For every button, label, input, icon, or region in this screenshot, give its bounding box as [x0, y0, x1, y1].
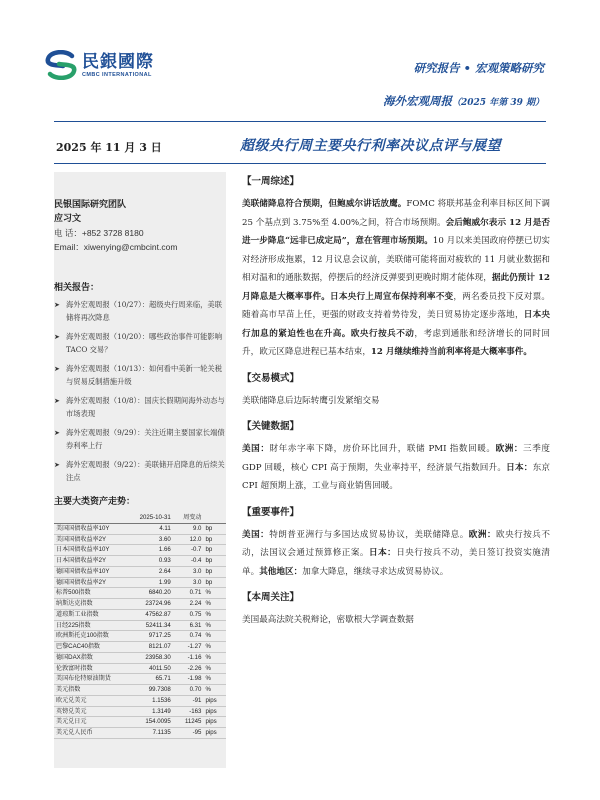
- section-title: 【重要事件】: [242, 506, 300, 518]
- asset-unit: bp: [203, 523, 226, 534]
- asset-unit: pips: [203, 728, 226, 739]
- key-events-paragraph: [242, 526, 550, 582]
- asset-unit: %: [203, 620, 226, 631]
- asset-unit: %: [203, 674, 226, 685]
- asset-name: 巴黎CAC40指数: [54, 642, 126, 653]
- asset-change: -0.7: [173, 545, 204, 556]
- section-title: 【交易模式】: [242, 372, 300, 384]
- body-text: 日央行按兵不动，美日签订投资实施清单。: [242, 548, 550, 577]
- asset-value: 47562.87: [126, 609, 173, 620]
- asset-change: 3.0: [173, 566, 204, 577]
- asset-value: 4.11: [126, 523, 173, 534]
- asset-name: 德国国债收益率2Y: [54, 577, 126, 588]
- table-row: [54, 728, 226, 739]
- asset-name: 日本国债收益率10Y: [54, 545, 126, 556]
- table-row: [54, 717, 226, 728]
- table-row: [54, 577, 226, 588]
- series-name: 海外宏观周报: [383, 94, 453, 108]
- asset-value: 1.66: [126, 545, 173, 556]
- table-row: [54, 695, 226, 706]
- asset-change: 12.0: [173, 534, 204, 545]
- asset-change: 2.24: [173, 599, 204, 610]
- summary-paragraph: [242, 195, 550, 362]
- asset-unit: pips: [203, 706, 226, 717]
- asset-value: 6840.20: [126, 588, 173, 599]
- related-report-item[interactable]: ➤ 海外宏观周报（10/13）：如何看中美新一轮关税与贸易反制措施升级: [54, 363, 226, 388]
- table-row: [54, 685, 226, 696]
- asset-change: -95: [173, 728, 204, 739]
- asset-change: 9.0: [173, 523, 204, 534]
- assets-table: [54, 513, 226, 739]
- assets-heading: 主要大类资产走势：: [54, 497, 136, 507]
- asset-value: 23724.96: [126, 599, 173, 610]
- related-report-item[interactable]: ➤ 海外宏观周报（10/27）：超级央行周来临，美联储将再次降息: [54, 299, 226, 324]
- asset-name: 欧元兑美元: [54, 695, 126, 706]
- asset-change: -91: [173, 695, 204, 706]
- section-title: 【关键数据】: [242, 421, 300, 432]
- bold-text: 欧洲：: [495, 444, 524, 454]
- author-name: 应习文: [54, 214, 82, 224]
- asset-value: 0.93: [126, 556, 173, 567]
- asset-change: -0.4: [173, 556, 204, 567]
- asset-unit: pips: [203, 695, 226, 706]
- assets-col-unit: [203, 513, 226, 523]
- asset-value: 1.3149: [126, 706, 173, 717]
- asset-change: -1.27: [173, 642, 204, 653]
- bold-text: 欧洲：: [468, 529, 497, 540]
- asset-value: 8121.07: [126, 642, 173, 653]
- author-email: Email：xiwenying@cmbcint.com: [54, 242, 178, 252]
- related-report-item[interactable]: ➤ 海外宏观周报（10/8）：国庆长假期间海外动态与市场表现: [54, 395, 226, 420]
- bold-text: 美国：: [242, 529, 270, 540]
- asset-value: 23958.30: [126, 652, 173, 663]
- asset-change: 0.75: [173, 609, 204, 620]
- assets-col-change: 周变动: [173, 513, 204, 523]
- asset-name: 伦敦富时指数: [54, 663, 126, 674]
- asset-name: 美国国债收益率2Y: [54, 534, 126, 545]
- related-report-item[interactable]: ➤ 海外宏观周报（9/29）：关注近期主要国家长端债券利率上行: [54, 427, 226, 452]
- table-row: [54, 566, 226, 577]
- research-team: 民银国际研究团队: [54, 200, 127, 210]
- table-row: [54, 620, 226, 631]
- bold-text: 12 月继续维持当前利率将是大概率事件。: [370, 347, 532, 357]
- table-row: [54, 674, 226, 685]
- asset-name: 美国国债收益率10Y: [54, 523, 126, 534]
- asset-name: 日本国债收益率2Y: [54, 556, 126, 567]
- asset-unit: bp: [203, 566, 226, 577]
- asset-change: 6.31: [173, 620, 204, 631]
- section-trading-mode: [242, 372, 550, 411]
- asset-value: 2.64: [126, 566, 173, 577]
- asset-name: 美国布伦特原油期货: [54, 674, 126, 685]
- issue-number: （2025 年第 39 期）: [452, 98, 544, 108]
- table-row: [54, 609, 226, 620]
- asset-unit: bp: [203, 556, 226, 567]
- bold-text: 日本：: [369, 548, 397, 558]
- asset-unit: %: [203, 663, 226, 674]
- assets-col-name: [54, 513, 126, 523]
- table-row: [54, 545, 226, 556]
- body-text: 加拿大降息，继续寻求达成贸易协议。: [302, 566, 449, 577]
- body-text: 东京 CPI 超预期上涨，工业与商业销售回暖。: [242, 462, 550, 491]
- table-row: [54, 534, 226, 545]
- asset-unit: %: [203, 685, 226, 696]
- body-text: 特朗普亚洲行与多国达成贸易协议，美联储降息。: [269, 529, 469, 540]
- focus-paragraph: 美国最高法院关税辩论，密歇根大学调查数据: [242, 615, 414, 625]
- asset-name: 德国国债收益率10Y: [54, 566, 126, 577]
- asset-unit: %: [203, 642, 226, 653]
- report-date: 2025 年 11 月 3 日: [56, 141, 162, 154]
- trading-paragraph: 美联储降息后边际转鹰引发紧缩交易: [242, 395, 380, 406]
- company-logo: [44, 50, 154, 80]
- asset-unit: bp: [203, 534, 226, 545]
- related-report-item[interactable]: ➤ 海外宏观周报（9/22）：美联储开启降息的后续关注点: [54, 459, 226, 484]
- table-row: [54, 599, 226, 610]
- table-row: [54, 642, 226, 653]
- section-key-events: [242, 506, 550, 582]
- asset-value: 99.7308: [126, 685, 173, 696]
- table-row: [54, 652, 226, 663]
- body-text: 財年赤字率下降，房价环比回升，联储 PMI 指数回暖。: [269, 444, 496, 454]
- asset-unit: %: [203, 652, 226, 663]
- section-week-focus: [242, 591, 550, 630]
- asset-value: 154.0095: [126, 717, 173, 728]
- body-text: ，两名委员投下反对票。随着高市早苗上任，更强的财政支持着势待发，美日贸易协定逐步落地，: [242, 291, 550, 320]
- body-text: 欧央行按兵不动，法国议会通过预算修正案。: [242, 529, 550, 558]
- bold-text: 日本央行加息的紧迫性也在升高。欧央行按兵不动: [242, 310, 550, 339]
- asset-value: 7.1135: [126, 728, 173, 739]
- table-row: [54, 706, 226, 717]
- asset-value: 4011.50: [126, 663, 173, 674]
- asset-name: 标普500指数: [54, 588, 126, 599]
- table-row: [54, 631, 226, 642]
- bold-text: 日本：: [506, 462, 533, 473]
- bold-text: 其他地区：: [259, 566, 303, 577]
- asset-change: -1.16: [173, 652, 204, 663]
- header-rule: [54, 121, 546, 122]
- bold-text: 据此仍预计 12 月降息是大概率事件。日本央行上周宣布保持利率不变: [242, 273, 550, 302]
- asset-change: -2.26: [173, 663, 204, 674]
- asset-unit: %: [203, 631, 226, 642]
- bold-text: 会后鲍威尔表示 12 月是否进一步降息“远非已成定局”，意在管理市场预期。: [242, 217, 550, 246]
- section-key-data: [242, 420, 550, 496]
- body-text: 三季度 GDP 回暖，核心 CPI 高于预期，失业率持平，经济景气指数回升。: [242, 444, 550, 473]
- asset-unit: %: [203, 609, 226, 620]
- asset-name: 美元兑日元: [54, 717, 126, 728]
- cmbc-logo-icon: [44, 50, 78, 80]
- assets-header-row: [54, 513, 226, 523]
- table-row: [54, 556, 226, 567]
- asset-name: 纳斯达克指数: [54, 599, 126, 610]
- asset-name: 美元指数: [54, 685, 126, 696]
- asset-unit: %: [203, 599, 226, 610]
- asset-change: 0.74: [173, 631, 204, 642]
- bold-text: 美国：: [242, 444, 270, 454]
- related-reports-list: [54, 299, 226, 484]
- sidebar: [54, 172, 226, 768]
- asset-value: 1.99: [126, 577, 173, 588]
- asset-name: 英镑兑美元: [54, 706, 126, 717]
- table-row: [54, 588, 226, 599]
- asset-change: 3.0: [173, 577, 204, 588]
- asset-unit: %: [203, 588, 226, 599]
- assets-col-date: 2025-10-31: [126, 513, 173, 523]
- related-reports-heading: 相关报告：: [54, 283, 100, 293]
- report-category: 研究报告 • 宏观策略研究: [413, 61, 544, 75]
- section-weekly-summary: [242, 175, 550, 362]
- asset-value: 3.60: [126, 534, 173, 545]
- body-text: FOMC 将联邦基金利率目标区间下调 25 个基点到 3.75%至 4.00%之间，符合市场预期。: [242, 199, 550, 228]
- report-series: [383, 93, 544, 109]
- body-text: 10 月以来美国政府停摆已切实对经济形成拖累，12 月议息会议前，美联储可能将面对疲软的 11 月就业数据和相对温和的通胀数据，停摆后的经济反弹要到更晚时期才能体现，: [242, 236, 551, 283]
- asset-unit: bp: [203, 545, 226, 556]
- author-phone: 电 话：+852 3728 8180: [54, 228, 144, 238]
- bold-text: 美联储降息符合预期，但鲍威尔讲话放鹰。: [242, 199, 407, 209]
- asset-unit: pips: [203, 717, 226, 728]
- asset-name: 道琼斯工业指数: [54, 609, 126, 620]
- asset-name: 美元兑人民币: [54, 728, 126, 739]
- asset-value: 65.71: [126, 674, 173, 685]
- logo-chinese-name: 民銀國際: [82, 51, 154, 72]
- logo-english-name: CMBC INTERNATIONAL: [82, 71, 152, 78]
- title-rule: [54, 163, 546, 164]
- asset-change: 0.70: [173, 685, 204, 696]
- table-row: [54, 663, 226, 674]
- asset-name: 德国DAX指数: [54, 652, 126, 663]
- asset-value: 9717.25: [126, 631, 173, 642]
- asset-change: 11245: [173, 717, 204, 728]
- main-content: [242, 175, 550, 640]
- table-row: [54, 523, 226, 534]
- asset-change: -163: [173, 706, 204, 717]
- asset-unit: bp: [203, 577, 226, 588]
- related-report-item[interactable]: ➤ 海外宏观周报（10/20）：哪些政治事件可能影响 TACO 交易？: [54, 331, 226, 356]
- asset-value: 1.1536: [126, 695, 173, 706]
- asset-name: 日经225指数: [54, 620, 126, 631]
- section-title: 【一周综述】: [242, 176, 300, 187]
- asset-value: 52411.34: [126, 620, 173, 631]
- body-text: ，考虑到通胀和经济增长的同时回升，欧元区降息进程已基本结束，: [242, 328, 550, 357]
- key-data-paragraph: [242, 440, 550, 496]
- asset-change: -1.98: [173, 674, 204, 685]
- section-title: 【本周关注】: [242, 592, 300, 603]
- asset-name: 欧洲斯托克100指数: [54, 631, 126, 642]
- page-title: 超级央行周主要央行利率决议点评与展望: [240, 138, 501, 154]
- asset-change: 0.71: [173, 588, 204, 599]
